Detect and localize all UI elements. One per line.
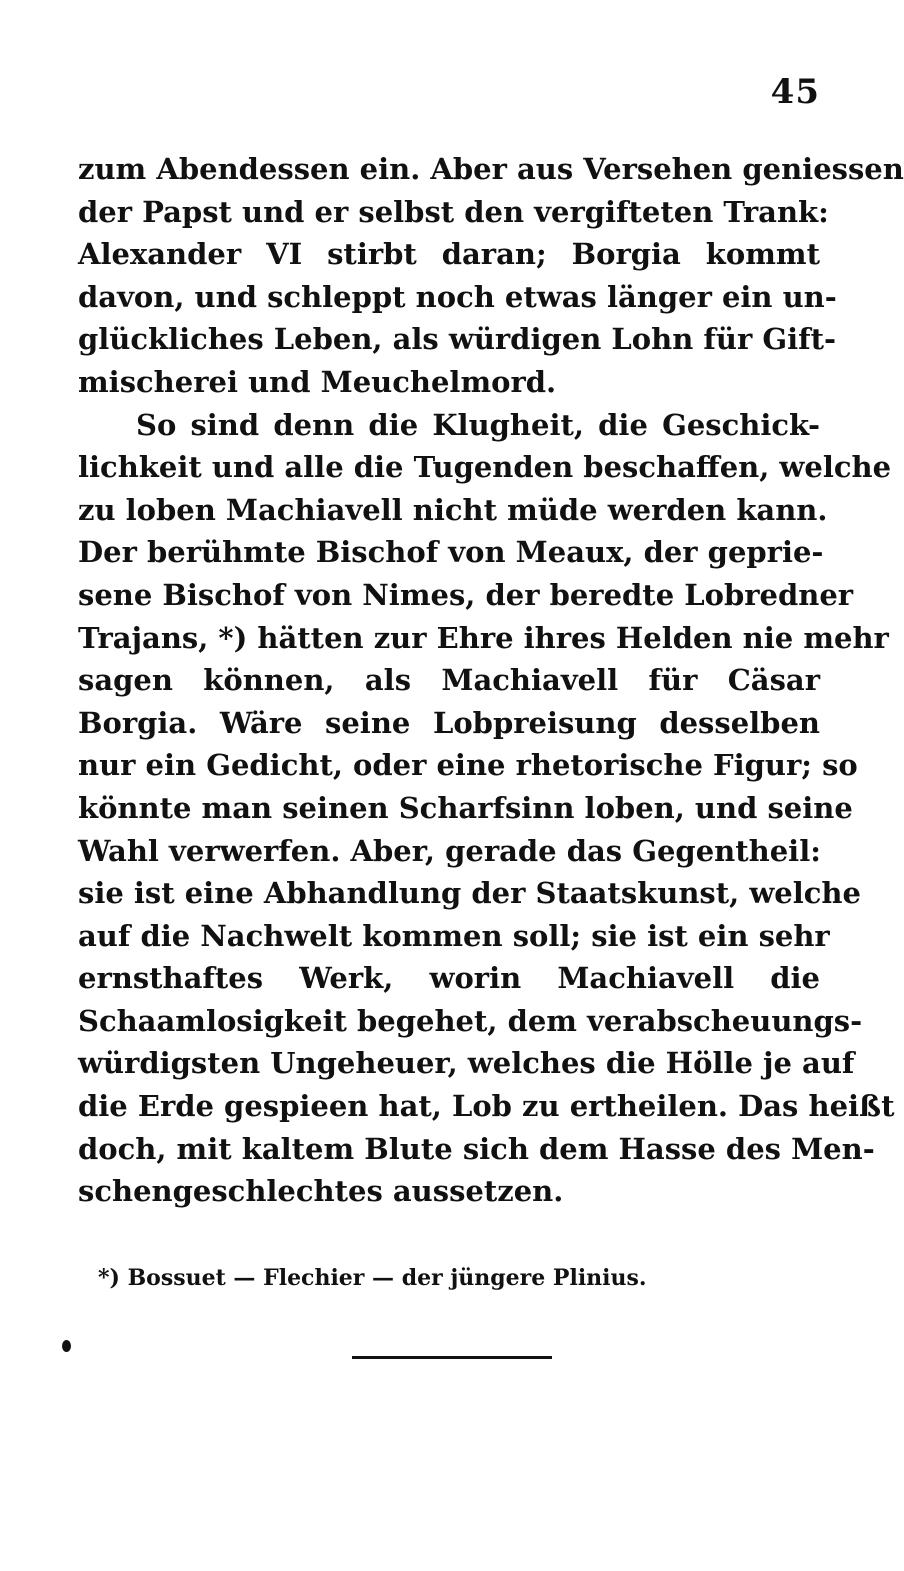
text-line: sene Bischof von Nimes, der beredte Lobredner <box>78 577 854 612</box>
text-line: sagen können, als Machiavell für Cäsar <box>78 663 820 698</box>
text-line: Wahl verwerfen. Aber, gerade das Gegentheil: <box>78 833 821 868</box>
end-rule <box>352 1356 552 1359</box>
text-line: nur ein Gedicht, oder eine rhetorische Figur; so <box>78 748 858 783</box>
text-line: die Erde gespieen hat, Lob zu ertheilen. Das heißt <box>78 1089 895 1124</box>
ink-speck <box>62 1340 71 1352</box>
text-line: zum Abendessen ein. Aber aus Versehen geniessen <box>78 152 904 186</box>
text-line: davon, und schleppt noch etwas länger ein un- <box>78 279 837 314</box>
paragraph-start-line: So sind denn die Klugheit, die Geschick- <box>136 407 820 442</box>
text-line: Schaamlosigkeit begehet, dem verabscheuungs- <box>78 1003 863 1038</box>
text-line: Borgia. Wäre seine Lobpreisung desselben <box>78 705 820 740</box>
text-line: glückliches Leben, als würdigen Lohn für Gift- <box>78 322 837 357</box>
text-line: ernsthaftes Werk, worin Machiavell die <box>78 961 820 996</box>
text-line: könnte man seinen Scharfsinn loben, und seine <box>78 790 853 825</box>
text-line: schengeschlechtes aussetzen. <box>78 1174 564 1209</box>
page-number: 45 <box>770 72 820 112</box>
text-line: doch, mit kaltem Blute sich dem Hasse des Men- <box>78 1131 875 1166</box>
text-line: Alexander VI stirbt daran; Borgia kommt <box>78 237 820 272</box>
footnote: *) Bossuet — Flechier — der jüngere Plinius. <box>98 1265 647 1291</box>
body-text <box>78 148 904 1213</box>
text-line: auf die Nachwelt kommen soll; sie ist ein sehr <box>78 918 830 953</box>
text-line: lichkeit und alle die Tugenden beschaffen, welche <box>78 450 892 485</box>
text-line: Trajans, *) hätten zur Ehre ihres Helden nie mehr <box>78 620 889 655</box>
text-line: der Papst und er selbst den vergifteten Trank: <box>78 194 829 229</box>
text-line: sie ist eine Abhandlung der Staatskunst, welche <box>78 876 861 911</box>
text-line: würdigsten Ungeheuer, welches die Hölle je auf <box>78 1046 855 1081</box>
text-line: zu loben Machiavell nicht müde werden kann. <box>78 492 828 527</box>
text-line: mischerei und Meuchelmord. <box>78 364 557 399</box>
text-line: Der berühmte Bischof von Meaux, der geprie- <box>78 535 824 570</box>
